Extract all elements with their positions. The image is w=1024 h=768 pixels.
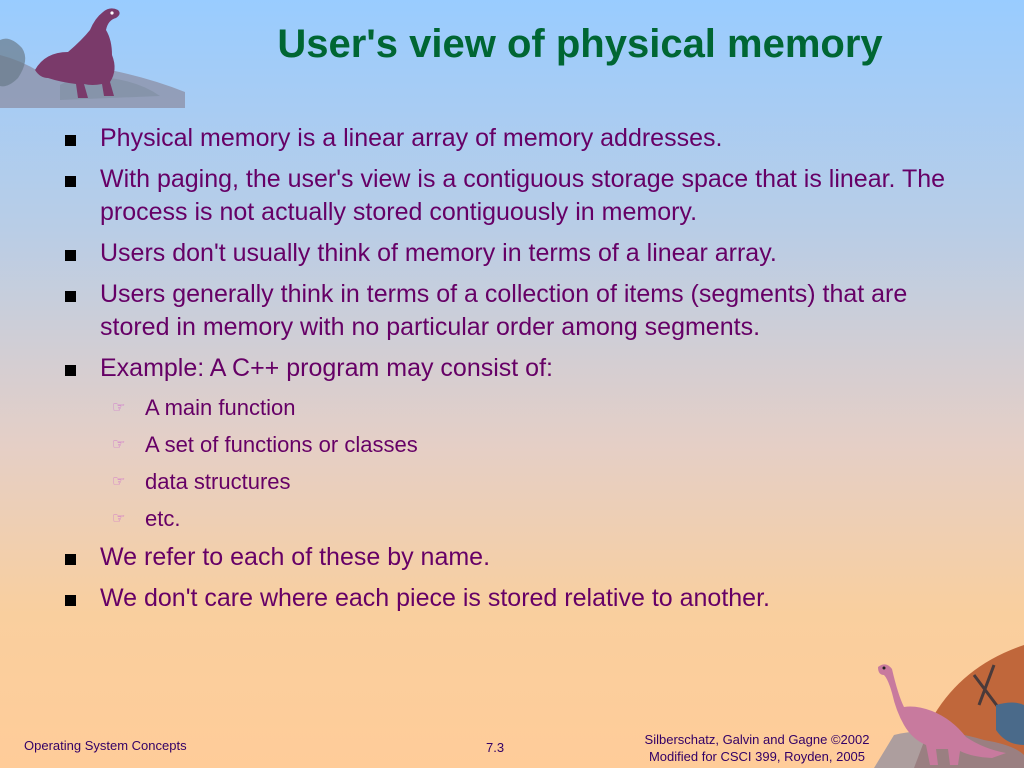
sub-bullet-item (62, 504, 982, 533)
bullet-item (62, 237, 982, 270)
pointing-hand-icon: ☞ (112, 399, 126, 416)
square-bullet-icon (65, 365, 76, 376)
sub-bullet-item (62, 467, 982, 496)
footer-credits (612, 731, 902, 765)
square-bullet-icon (65, 595, 76, 606)
bullet-list (62, 122, 982, 623)
footer-credits-line2: Modified for CSCI 399, Royden, 2005 (648, 749, 866, 764)
bullet-text: With paging, the user's view is a contiguous storage space that is linear. The process is not actually stored contiguously in memory. (100, 165, 946, 226)
bullet-text: Users don't usually think of memory in terms of a linear array. (100, 239, 777, 267)
square-bullet-icon (65, 250, 76, 261)
bullet-text: Users generally think in terms of a collection of items (segments) that are stored in memory with no particular order among segments. (100, 280, 908, 341)
pointing-hand-icon: ☞ (112, 436, 126, 453)
sub-bullet-item (62, 393, 982, 422)
sub-bullet-item (62, 430, 982, 459)
footer-book-title: Operating System Concepts (24, 738, 187, 753)
bullet-item (62, 352, 982, 385)
pointing-hand-icon: ☞ (112, 510, 126, 527)
bullet-text: We refer to each of these by name. (100, 543, 491, 571)
square-bullet-icon (65, 554, 76, 565)
square-bullet-icon (65, 291, 76, 302)
bullet-text: Example: A C++ program may consist of: (100, 354, 553, 382)
dinosaur-logo-top (0, 0, 190, 108)
footer-page-number: 7.3 (486, 740, 505, 755)
sub-bullet-text: etc. (145, 506, 181, 531)
bullet-text: Physical memory is a linear array of memory addresses. (100, 124, 723, 152)
footer-credits-line1: Silberschatz, Galvin and Gagne ©2002 (644, 732, 870, 747)
bullet-item (62, 163, 982, 229)
square-bullet-icon (65, 176, 76, 187)
square-bullet-icon (65, 135, 76, 146)
slide-title: User's view of physical memory (277, 22, 883, 66)
bullet-item (62, 122, 982, 155)
bullet-text: We don't care where each piece is stored relative to another. (100, 584, 770, 612)
sub-bullet-text: A set of functions or classes (145, 432, 418, 457)
pointing-hand-icon: ☞ (112, 473, 126, 490)
sub-bullet-text: data structures (145, 469, 291, 494)
sub-bullet-text: A main function (145, 395, 296, 420)
bullet-item (62, 541, 982, 574)
bullet-item (62, 278, 982, 344)
bullet-item (62, 582, 982, 615)
